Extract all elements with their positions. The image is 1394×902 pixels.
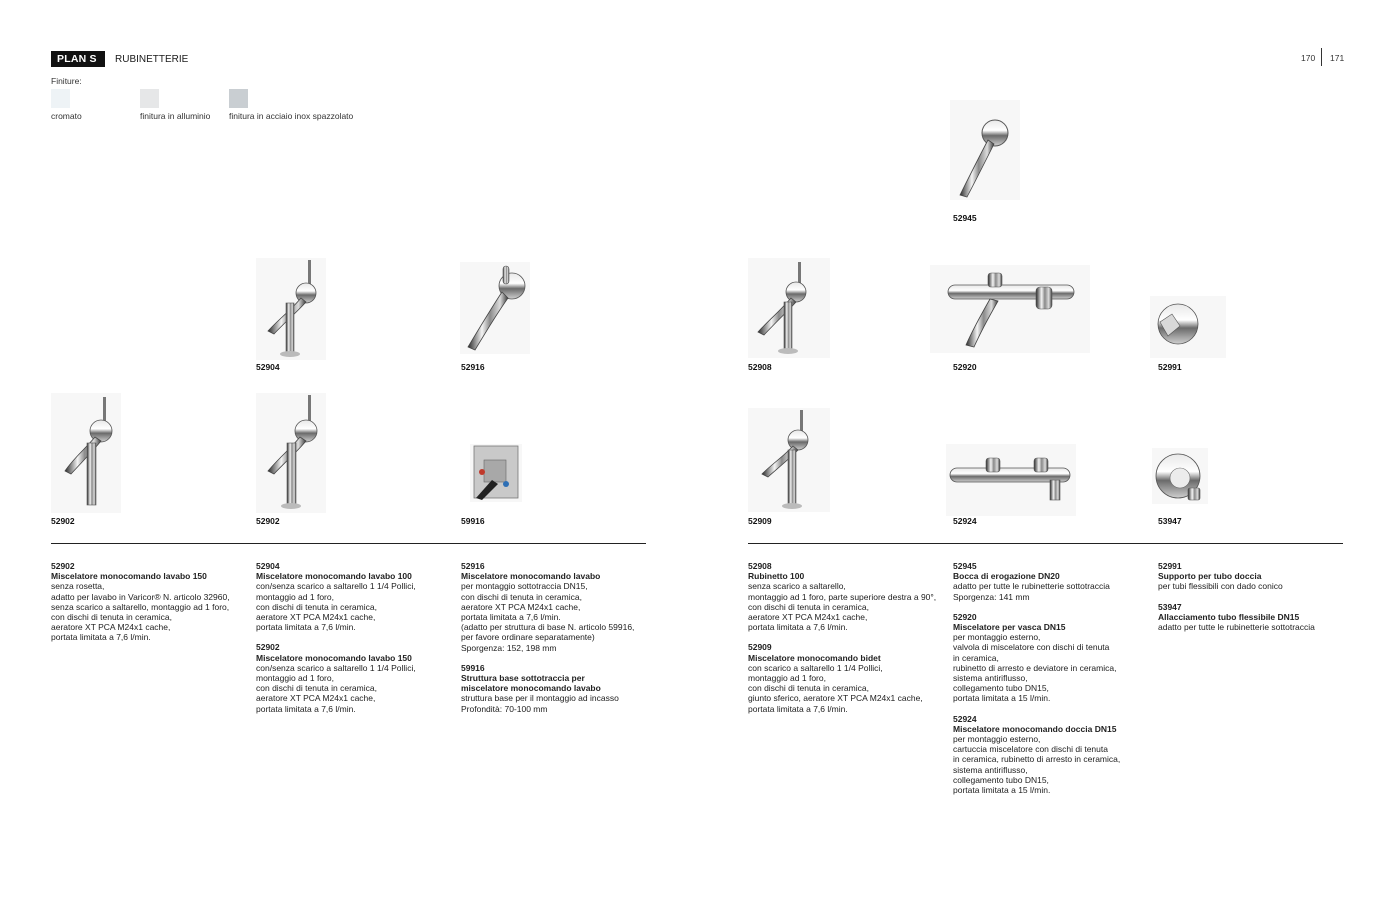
desc-line: portata limitata a 15 l/min. — [953, 785, 1051, 796]
brand-badge: PLAN S — [51, 51, 105, 67]
product-code-52920: 52920 — [953, 362, 977, 372]
finish-swatch-cromato — [51, 89, 70, 108]
divider-right — [748, 543, 1343, 544]
desc-line: senza scarico a saltarello, — [748, 581, 846, 592]
desc-line: portata limitata a 7,6 l/min. — [51, 632, 151, 643]
desc-line: per favore ordinare separatamente) — [461, 632, 595, 643]
desc-line: aeratore XT PCA M24x1 cache, — [748, 612, 868, 623]
product-image-bath-mixer — [930, 265, 1090, 353]
desc-entry — [953, 612, 1148, 704]
desc-line: Sporgenza: 141 mm — [953, 591, 1030, 602]
desc-title: Miscelatore per vasca DN15 — [953, 622, 1066, 633]
desc-code: 52916 — [461, 561, 485, 571]
desc-line: con dischi di tenuta in ceramica, — [51, 612, 172, 623]
product-image-basin-mixer-150-b — [256, 393, 326, 513]
page-number-right: 171 — [1330, 53, 1345, 63]
product-code-52945: 52945 — [953, 213, 977, 223]
desc-entry — [1158, 602, 1353, 633]
desc-title: Allacciamento tubo flessibile DN15 — [1158, 611, 1300, 622]
desc-line: cartuccia miscelatore con dischi di tenuta — [953, 744, 1108, 755]
desc-column-3 — [461, 561, 656, 714]
desc-line: Profondità: 70-100 mm — [461, 703, 548, 714]
finish-label-inox: finitura in acciaio inox spazzolato — [229, 111, 354, 121]
desc-title: Struttura base sottotraccia per — [461, 673, 585, 684]
product-image-bidet-mixer — [748, 408, 830, 512]
desc-line: con/senza scarico a saltarello 1 1/4 Pollici, — [256, 581, 416, 592]
desc-line: per tubi flessibili con dado conico — [1158, 581, 1283, 592]
desc-line: con dischi di tenuta in ceramica, — [256, 601, 377, 612]
desc-code: 52902 — [256, 642, 280, 653]
desc-line: per montaggio esterno, — [953, 632, 1041, 643]
desc-code: 53947 — [1158, 601, 1182, 612]
desc-line: per montaggio sottotraccia DN15, — [461, 581, 588, 592]
desc-line: collegamento tubo DN15, — [953, 774, 1049, 785]
desc-line: montaggio ad 1 foro, — [748, 673, 826, 684]
desc-line: montaggio ad 1 foro, parte superiore destra a 90°, — [748, 591, 937, 602]
desc-line: portata limitata a 7,6 l/min. — [256, 622, 356, 633]
desc-line: portata limitata a 7,6 l/min. — [748, 703, 848, 714]
desc-code: 59916 — [461, 662, 485, 673]
product-code-52909: 52909 — [748, 516, 772, 526]
desc-column-4 — [748, 561, 943, 714]
product-image-concealed-body — [470, 444, 522, 502]
product-code-52908: 52908 — [748, 362, 772, 372]
desc-line: con dischi di tenuta in ceramica, — [461, 591, 582, 602]
product-code-52991: 52991 — [1158, 362, 1182, 372]
desc-entry — [748, 561, 943, 632]
product-image-wall-mixer — [460, 262, 530, 354]
desc-entry — [953, 714, 1148, 796]
desc-code: 52902 — [51, 561, 75, 571]
desc-column-2 — [256, 561, 451, 714]
desc-title: Miscelatore monocomando lavabo 150 — [256, 652, 412, 663]
desc-title: Miscelatore monocomando lavabo 100 — [256, 571, 412, 582]
desc-entry — [51, 561, 246, 643]
desc-line: sistema antiriflusso, — [953, 673, 1028, 684]
desc-title: Bocca di erogazione DN20 — [953, 571, 1060, 582]
finishes-label: Finiture: — [51, 76, 82, 86]
desc-line: portata limitata a 7,6 l/min. — [256, 703, 356, 714]
desc-code: 52920 — [953, 611, 977, 622]
desc-column-5 — [953, 561, 1148, 795]
section-title: RUBINETTERIE — [115, 54, 189, 65]
desc-entry — [461, 663, 656, 714]
desc-line: con scarico a saltarello 1 1/4 Pollici, — [748, 662, 883, 673]
desc-entry — [461, 561, 656, 653]
desc-title: Miscelatore monocomando lavabo 150 — [51, 571, 207, 582]
desc-title: Supporto per tubo doccia — [1158, 571, 1262, 582]
desc-line: aeratore XT PCA M24x1 cache, — [461, 601, 581, 612]
desc-title: Rubinetto 100 — [748, 571, 805, 582]
desc-entry — [1158, 561, 1353, 592]
divider-left — [51, 543, 646, 544]
product-image-hose-connection — [1152, 448, 1208, 504]
desc-line: con dischi di tenuta in ceramica, — [748, 601, 869, 612]
desc-line: con dischi di tenuta in ceramica, — [748, 683, 869, 694]
desc-code: 52904 — [256, 561, 280, 571]
desc-line: portata limitata a 15 l/min. — [953, 693, 1051, 704]
desc-column-1 — [51, 561, 246, 643]
desc-line: montaggio ad 1 foro, — [256, 591, 334, 602]
product-code-59916: 59916 — [461, 516, 485, 526]
finish-swatch-inox — [229, 89, 248, 108]
desc-line: aeratore XT PCA M24x1 cache, — [256, 612, 376, 623]
desc-code: 52909 — [748, 642, 772, 653]
desc-line: in ceramica, — [953, 652, 999, 663]
desc-line: (adatto per struttura di base N. articolo 59916, — [461, 622, 635, 633]
desc-code: 52924 — [953, 713, 977, 724]
desc-title: Miscelatore monocomando doccia DN15 — [953, 723, 1117, 734]
product-code-52902-b: 52902 — [256, 516, 280, 526]
desc-line: adatto per tutte le rubinetterie sottotraccia — [1158, 622, 1315, 633]
desc-line: collegamento tubo DN15, — [953, 683, 1049, 694]
desc-line: senza scarico a saltarello, montaggio ad 1 foro, — [51, 601, 230, 612]
desc-line: aeratore XT PCA M24x1 cache, — [51, 622, 171, 633]
desc-line: Sporgenza: 152, 198 mm — [461, 642, 557, 653]
desc-code: 52945 — [953, 561, 977, 571]
desc-line: per montaggio esterno, — [953, 734, 1041, 745]
desc-line: struttura base per il montaggio ad incasso — [461, 693, 619, 704]
desc-line: portata limitata a 7,6 l/min. — [461, 612, 561, 623]
desc-line: portata limitata a 7,6 l/min. — [748, 622, 848, 633]
desc-line: con dischi di tenuta in ceramica, — [256, 683, 377, 694]
product-code-52924: 52924 — [953, 516, 977, 526]
product-code-52902-a: 52902 — [51, 516, 75, 526]
desc-entry — [256, 561, 451, 632]
finish-swatch-alluminio — [140, 89, 159, 108]
finish-label-cromato: cromato — [51, 111, 82, 121]
desc-line: senza rosetta, — [51, 581, 105, 592]
desc-line: con/senza scarico a saltarello 1 1/4 Pollici, — [256, 662, 416, 673]
desc-line: sistema antiriflusso, — [953, 764, 1028, 775]
product-image-basin-mixer-150-a — [51, 393, 121, 513]
desc-line: aeratore XT PCA M24x1 cache, — [256, 693, 376, 704]
desc-line: montaggio ad 1 foro, — [256, 673, 334, 684]
page-number-left: 170 — [1301, 53, 1316, 63]
product-code-52904: 52904 — [256, 362, 280, 372]
desc-entry — [953, 561, 1148, 602]
product-code-53947: 53947 — [1158, 516, 1182, 526]
desc-code: 52991 — [1158, 561, 1182, 571]
desc-entry — [748, 642, 943, 713]
desc-title: Miscelatore monocomando lavabo — [461, 571, 601, 582]
product-image-tap-100 — [748, 258, 830, 358]
desc-line: rubinetto di arresto e deviatore in ceramica, — [953, 662, 1117, 673]
desc-line: in ceramica, rubinetto di arresto in ceramica, — [953, 754, 1121, 765]
desc-line: adatto per lavabo in Varicor® N. articolo 32960, — [51, 591, 230, 602]
desc-entry — [256, 642, 451, 713]
desc-title: Miscelatore monocomando bidet — [748, 652, 881, 663]
desc-line: adatto per tutte le rubinetterie sottotraccia — [953, 581, 1110, 592]
product-image-basin-mixer-100 — [256, 258, 326, 360]
desc-line: giunto sferico, aeratore XT PCA M24x1 cache, — [748, 693, 923, 704]
product-image-shower-holder — [1150, 296, 1226, 358]
product-image-shower-mixer — [946, 444, 1076, 516]
desc-line: valvola di miscelatore con dischi di tenuta — [953, 642, 1110, 653]
product-code-52916: 52916 — [461, 362, 485, 372]
desc-column-6 — [1158, 561, 1353, 632]
page-number-divider — [1321, 48, 1322, 66]
product-image-spout — [950, 100, 1020, 200]
desc-title-line-2: miscelatore monocomando lavabo — [461, 683, 601, 694]
finish-label-alluminio: finitura in alluminio — [140, 111, 211, 121]
desc-code: 52908 — [748, 561, 772, 571]
